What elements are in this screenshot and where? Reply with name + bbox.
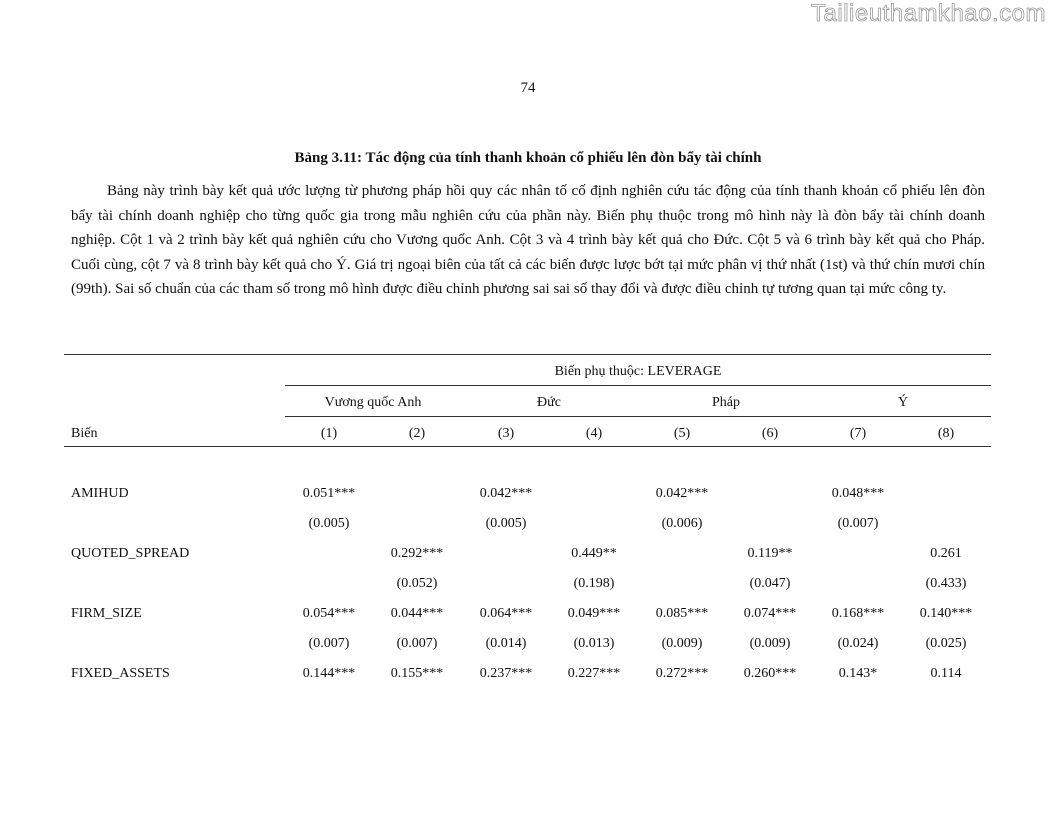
standard-error-cell: (0.007) bbox=[837, 516, 879, 531]
standard-error-cell: (0.025) bbox=[925, 636, 967, 651]
coefficient-cell: 0.042*** bbox=[479, 486, 533, 501]
country-header-france: Pháp bbox=[712, 395, 740, 410]
header-bottom-rule bbox=[64, 446, 991, 447]
coefficient-cell: 0.119** bbox=[747, 546, 793, 561]
column-number-header: (3) bbox=[497, 426, 515, 441]
coefficient-cell: 0.260*** bbox=[743, 666, 797, 681]
coefficient-cell: 0.064*** bbox=[479, 606, 533, 621]
coefficient-cell: 0.143* bbox=[838, 666, 878, 681]
coefficient-cell: 0.042*** bbox=[655, 486, 709, 501]
standard-error-cell: (0.009) bbox=[661, 636, 703, 651]
coefficient-cell: 0.074*** bbox=[743, 606, 797, 621]
coefficient-cell: 0.051*** bbox=[302, 486, 356, 501]
row-variable-name: FIRM_SIZE bbox=[71, 606, 142, 621]
coefficient-cell: 0.272*** bbox=[655, 666, 709, 681]
column-number-header: (7) bbox=[849, 426, 867, 441]
country-header-germany: Đức bbox=[537, 395, 561, 410]
standard-error-cell: (0.013) bbox=[573, 636, 615, 651]
coefficient-cell: 0.168*** bbox=[831, 606, 885, 621]
coefficient-cell: 0.261 bbox=[930, 546, 962, 561]
standard-error-cell: (0.433) bbox=[925, 576, 967, 591]
coefficient-cell: 0.227*** bbox=[567, 666, 621, 681]
country-header-uk: Vương quốc Anh bbox=[324, 395, 422, 410]
coefficient-cell: 0.049*** bbox=[567, 606, 621, 621]
watermark: Tailieuthamkhao.com bbox=[811, 0, 1046, 27]
coefficient-cell: 0.140*** bbox=[919, 606, 973, 621]
column-number-header: (5) bbox=[673, 426, 691, 441]
standard-error-cell: (0.024) bbox=[837, 636, 879, 651]
coefficient-cell: 0.237*** bbox=[479, 666, 533, 681]
variable-column-header: Biến bbox=[71, 426, 98, 441]
dependent-rule bbox=[285, 385, 991, 386]
standard-error-cell: (0.006) bbox=[661, 516, 703, 531]
standard-error-cell: (0.005) bbox=[485, 516, 527, 531]
coefficient-cell: 0.054*** bbox=[302, 606, 356, 621]
column-number-header: (6) bbox=[761, 426, 779, 441]
coefficient-cell: 0.044*** bbox=[390, 606, 444, 621]
row-variable-name: FIXED_ASSETS bbox=[71, 666, 170, 681]
coefficient-cell: 0.449** bbox=[571, 546, 617, 561]
page-number: 74 bbox=[520, 80, 536, 96]
row-variable-name: QUOTED_SPREAD bbox=[71, 546, 190, 561]
country-rule bbox=[285, 416, 991, 417]
column-number-header: (2) bbox=[408, 426, 426, 441]
coefficient-cell: 0.292*** bbox=[390, 546, 444, 561]
standard-error-cell: (0.047) bbox=[749, 576, 791, 591]
coefficient-cell: 0.048*** bbox=[831, 486, 885, 501]
standard-error-cell: (0.198) bbox=[573, 576, 615, 591]
coefficient-cell: 0.085*** bbox=[655, 606, 709, 621]
standard-error-cell: (0.007) bbox=[308, 636, 350, 651]
row-variable-name: AMIHUD bbox=[71, 486, 129, 501]
coefficient-cell: 0.114 bbox=[930, 666, 962, 681]
standard-error-cell: (0.005) bbox=[308, 516, 350, 531]
coefficient-cell: 0.144*** bbox=[302, 666, 356, 681]
standard-error-cell: (0.009) bbox=[749, 636, 791, 651]
coefficient-cell: 0.155*** bbox=[390, 666, 444, 681]
column-number-header: (8) bbox=[937, 426, 955, 441]
standard-error-cell: (0.007) bbox=[396, 636, 438, 651]
standard-error-cell: (0.014) bbox=[485, 636, 527, 651]
standard-error-cell: (0.052) bbox=[396, 576, 438, 591]
country-header-italy: Ý bbox=[897, 395, 909, 410]
table-top-rule bbox=[64, 354, 991, 355]
table-title: Bảng 3.11: Tác động của tính thanh khoản cổ phiếu lên đòn bẩy tài chính bbox=[294, 150, 762, 166]
column-number-header: (4) bbox=[585, 426, 603, 441]
dependent-variable-label: Biến phụ thuộc: LEVERAGE bbox=[554, 364, 722, 379]
column-number-header: (1) bbox=[320, 426, 338, 441]
table-description: Bảng này trình bày kết quả ước lượng từ phương pháp hồi quy các nhân tố cố định nghiên cứu tác động của tính thanh khoản cổ phiếu lên đòn bẩy tài chính doanh nghiệp cho từng quốc gia trong mẫu nghiên cứu của phần này. Biến phụ thuộc trong mô hình này là đòn bẩy tài chính doanh nghiệp. Cột 1 và 2 trình bày kết quả nghiên cứu cho Vương quốc Anh. Cột 3 và 4 trình bày kết quả cho Đức. Cột 5 và 6 trình bày kết quả cho Pháp. Cuối cùng, cột 7 và 8 trình bày kết quả cho Ý. Giá trị ngoại biên của tất cả các biến được lược bớt tại mức phân vị thứ nhất (1st) và thứ chín mươi chín (99th). Sai số chuẩn của các tham số trong mô hình được điều chỉnh phương sai sai số thay đổi và được điều chỉnh tự tương quan tại mức công ty. bbox=[71, 183, 985, 298]
